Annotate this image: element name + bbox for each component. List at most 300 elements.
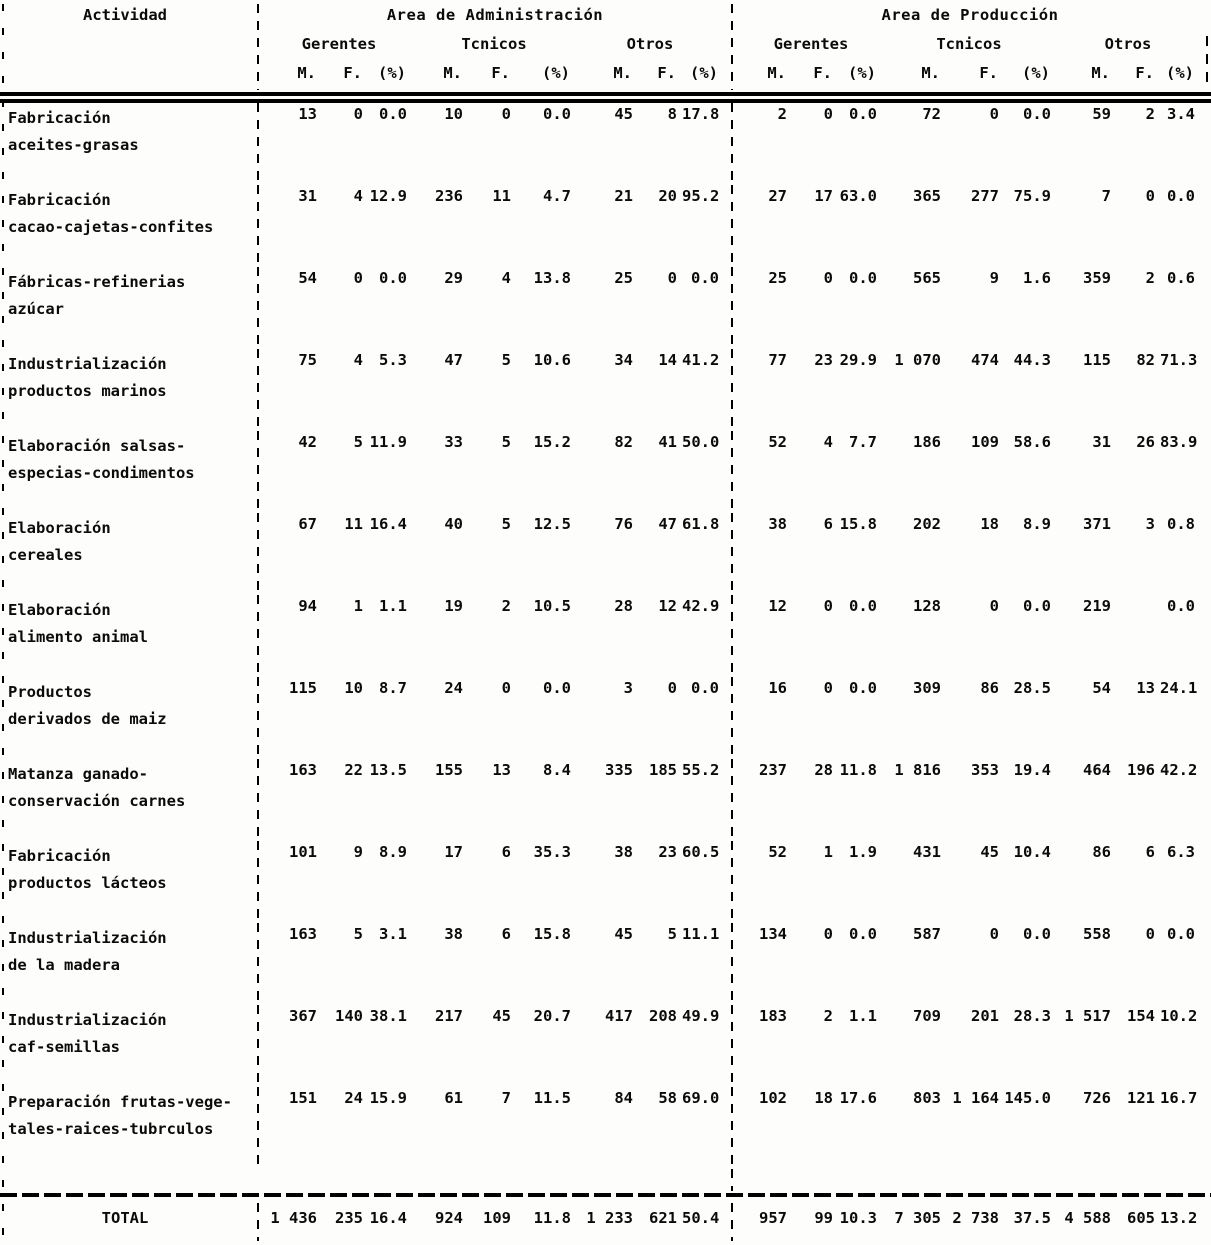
column-divider xyxy=(731,1203,733,1241)
prod-otros-pct: 13.2 xyxy=(1160,1209,1198,1227)
activity-name-line2: productos marinos xyxy=(8,382,167,400)
admin-otros-pct: 60.5 xyxy=(682,843,720,861)
prod-otros-m: 31 xyxy=(1092,433,1111,451)
table-row xyxy=(0,759,1206,841)
column-divider xyxy=(731,923,733,1005)
prod-tcnicos-m: 7 305 xyxy=(894,1209,941,1227)
activity-name-line2: alimento animal xyxy=(8,628,148,646)
admin-tcnicos-pct: 35.3 xyxy=(533,843,571,861)
prod-otros-pct: 0.0 xyxy=(1167,187,1195,205)
prod-otros-pct: 0.6 xyxy=(1167,269,1195,287)
activity-name xyxy=(0,431,250,513)
subheader-m: M. xyxy=(1091,64,1110,82)
admin-otros-f: 0 xyxy=(667,269,677,287)
admin-gerentes-f: 5 xyxy=(353,925,363,943)
prod-tcnicos-f: 474 xyxy=(971,351,999,369)
admin-otros-f: 185 xyxy=(649,761,677,779)
admin-tcnicos-m: 38 xyxy=(444,925,463,943)
activity-name-line2: cereales xyxy=(8,546,83,564)
admin-gerentes-pct: 12.9 xyxy=(369,187,407,205)
activity-name-line1: Fábricas-refinerias xyxy=(8,273,186,291)
column-divider xyxy=(731,677,733,759)
admin-otros-m: 21 xyxy=(614,187,633,205)
prod-gerentes-pct: 10.3 xyxy=(839,1209,877,1227)
activity-name xyxy=(0,759,250,841)
column-divider xyxy=(731,513,733,595)
activity-name xyxy=(0,103,250,185)
admin-otros-f: 41 xyxy=(658,433,677,451)
prod-tcnicos-pct: 37.5 xyxy=(1013,1209,1051,1227)
prod-gerentes-f: 6 xyxy=(823,515,833,533)
column-divider xyxy=(257,841,259,923)
prod-otros-f: 82 xyxy=(1136,351,1155,369)
prod-tcnicos-f: 0 xyxy=(989,597,999,615)
subheader-f: F. xyxy=(491,64,510,82)
prod-tcnicos-f: 109 xyxy=(971,433,999,451)
prod-gerentes-pct: 63.0 xyxy=(839,187,877,205)
admin-otros-m: 335 xyxy=(605,761,633,779)
prod-tcnicos-m: 709 xyxy=(913,1007,941,1025)
admin-tcnicos-f: 5 xyxy=(501,515,511,533)
prod-tcnicos-f: 0 xyxy=(989,105,999,123)
prod-tcnicos-pct: 58.6 xyxy=(1013,433,1051,451)
prod-gerentes-m: 183 xyxy=(759,1007,787,1025)
activity-name-line1: Industrialización xyxy=(8,355,167,373)
admin-gerentes-pct: 8.9 xyxy=(379,843,407,861)
activity-name-line1: Fabricación xyxy=(8,847,111,865)
column-divider xyxy=(257,595,259,677)
prod-gerentes-f: 18 xyxy=(814,1089,833,1107)
header-prod-tcnicos: Tcnicos xyxy=(936,35,1002,53)
column-divider xyxy=(731,759,733,841)
subheader-pct: (%) xyxy=(1022,64,1050,82)
admin-tcnicos-m: 33 xyxy=(444,433,463,451)
prod-tcnicos-f: 201 xyxy=(971,1007,999,1025)
prod-otros-m: 558 xyxy=(1083,925,1111,943)
header-admin-otros: Otros xyxy=(626,35,674,53)
subheader-m: M. xyxy=(443,64,462,82)
prod-otros-m: 59 xyxy=(1092,105,1111,123)
prod-otros-pct: 3.4 xyxy=(1167,105,1195,123)
prod-tcnicos-pct: 75.9 xyxy=(1013,187,1051,205)
prod-tcnicos-pct: 0.0 xyxy=(1023,925,1051,943)
admin-tcnicos-pct: 13.8 xyxy=(533,269,571,287)
admin-gerentes-pct: 38.1 xyxy=(369,1007,407,1025)
header-double-rule xyxy=(0,92,1211,103)
activity-name xyxy=(0,1087,250,1169)
activity-name xyxy=(0,1005,250,1087)
admin-gerentes-f: 235 xyxy=(335,1209,363,1227)
admin-otros-f: 47 xyxy=(658,515,677,533)
admin-tcnicos-f: 45 xyxy=(492,1007,511,1025)
column-divider xyxy=(257,431,259,513)
admin-tcnicos-pct: 8.4 xyxy=(543,761,571,779)
admin-tcnicos-f: 4 xyxy=(501,269,511,287)
admin-gerentes-pct: 13.5 xyxy=(369,761,407,779)
prod-tcnicos-m: 1 070 xyxy=(894,351,941,369)
prod-tcnicos-m: 431 xyxy=(913,843,941,861)
prod-tcnicos-f: 18 xyxy=(980,515,999,533)
prod-gerentes-pct: 17.6 xyxy=(839,1089,877,1107)
prod-gerentes-pct: 15.8 xyxy=(839,515,877,533)
admin-gerentes-f: 4 xyxy=(353,351,363,369)
header-prod-gerentes: Gerentes xyxy=(773,35,849,53)
admin-otros-pct: 41.2 xyxy=(682,351,720,369)
admin-gerentes-f: 0 xyxy=(353,105,363,123)
column-divider xyxy=(731,103,733,185)
prod-gerentes-m: 25 xyxy=(768,269,787,287)
admin-otros-pct: 50.0 xyxy=(682,433,720,451)
activity-name-line1: Preparación frutas-vege- xyxy=(8,1093,232,1111)
admin-gerentes-pct: 11.9 xyxy=(369,433,407,451)
admin-tcnicos-m: 24 xyxy=(444,679,463,697)
admin-tcnicos-f: 7 xyxy=(501,1089,511,1107)
activity-name-line2: caf-semillas xyxy=(8,1038,120,1056)
prod-otros-pct: 0.0 xyxy=(1167,597,1195,615)
prod-otros-pct: 71.3 xyxy=(1160,351,1198,369)
table-row xyxy=(0,431,1206,513)
prod-tcnicos-f: 9 xyxy=(989,269,999,287)
admin-otros-pct: 17.8 xyxy=(682,105,720,123)
activity-name-line2: productos lácteos xyxy=(8,874,167,892)
admin-otros-f: 0 xyxy=(667,679,677,697)
header-admin-tcnicos: Tcnicos xyxy=(461,35,527,53)
admin-tcnicos-pct: 10.6 xyxy=(533,351,571,369)
admin-tcnicos-m: 236 xyxy=(435,187,463,205)
admin-gerentes-m: 54 xyxy=(298,269,317,287)
admin-gerentes-pct: 15.9 xyxy=(369,1089,407,1107)
admin-tcnicos-m: 47 xyxy=(444,351,463,369)
prod-otros-m: 54 xyxy=(1092,679,1111,697)
admin-tcnicos-m: 155 xyxy=(435,761,463,779)
column-divider xyxy=(257,267,259,349)
admin-gerentes-m: 151 xyxy=(289,1089,317,1107)
admin-gerentes-pct: 0.0 xyxy=(379,105,407,123)
admin-otros-m: 38 xyxy=(614,843,633,861)
activity-name xyxy=(0,677,250,759)
admin-otros-m: 84 xyxy=(614,1089,633,1107)
admin-tcnicos-m: 19 xyxy=(444,597,463,615)
prod-tcnicos-pct: 19.4 xyxy=(1013,761,1051,779)
prod-otros-f: 121 xyxy=(1127,1089,1155,1107)
admin-tcnicos-pct: 0.0 xyxy=(543,105,571,123)
column-divider xyxy=(257,1087,259,1169)
column-divider xyxy=(257,923,259,1005)
admin-gerentes-f: 24 xyxy=(344,1089,363,1107)
activity-name-line1: Matanza ganado- xyxy=(8,765,148,783)
prod-gerentes-m: 52 xyxy=(768,843,787,861)
admin-gerentes-m: 1 436 xyxy=(270,1209,317,1227)
prod-gerentes-f: 4 xyxy=(823,433,833,451)
admin-otros-f: 5 xyxy=(667,925,677,943)
admin-tcnicos-f: 109 xyxy=(483,1209,511,1227)
total-label: TOTAL xyxy=(101,1209,149,1227)
column-divider xyxy=(257,185,259,267)
admin-tcnicos-m: 61 xyxy=(444,1089,463,1107)
prod-otros-m: 464 xyxy=(1083,761,1111,779)
prod-otros-m: 219 xyxy=(1083,597,1111,615)
subheader-pct: (%) xyxy=(1166,64,1194,82)
activity-name-line2: cacao-cajetas-confites xyxy=(8,218,214,236)
subheader-f: F. xyxy=(813,64,832,82)
admin-gerentes-m: 163 xyxy=(289,925,317,943)
admin-tcnicos-f: 13 xyxy=(492,761,511,779)
activity-name-line2: aceites-grasas xyxy=(8,136,139,154)
prod-tcnicos-m: 128 xyxy=(913,597,941,615)
column-divider xyxy=(257,103,259,185)
admin-otros-pct: 0.0 xyxy=(691,269,719,287)
column-divider xyxy=(257,513,259,595)
admin-gerentes-f: 4 xyxy=(353,187,363,205)
admin-tcnicos-pct: 20.7 xyxy=(533,1007,571,1025)
activity-name-line1: Industrialización xyxy=(8,1011,167,1029)
admin-otros-m: 1 233 xyxy=(586,1209,633,1227)
prod-otros-m: 371 xyxy=(1083,515,1111,533)
admin-gerentes-f: 140 xyxy=(335,1007,363,1025)
admin-otros-m: 45 xyxy=(614,105,633,123)
subheader-f: F. xyxy=(343,64,362,82)
prod-otros-f: 26 xyxy=(1136,433,1155,451)
admin-otros-f: 8 xyxy=(667,105,677,123)
prod-gerentes-pct: 0.0 xyxy=(849,597,877,615)
activity-name xyxy=(0,185,250,267)
prod-gerentes-f: 0 xyxy=(823,105,833,123)
activity-name-line2: de la madera xyxy=(8,956,120,974)
prod-gerentes-f: 99 xyxy=(814,1209,833,1227)
prod-tcnicos-pct: 0.0 xyxy=(1023,597,1051,615)
admin-gerentes-pct: 16.4 xyxy=(369,1209,407,1227)
admin-gerentes-f: 0 xyxy=(353,269,363,287)
admin-tcnicos-f: 6 xyxy=(501,843,511,861)
admin-tcnicos-m: 924 xyxy=(435,1209,463,1227)
prod-gerentes-pct: 0.0 xyxy=(849,679,877,697)
admin-tcnicos-m: 29 xyxy=(444,269,463,287)
column-divider xyxy=(257,759,259,841)
prod-otros-pct: 10.2 xyxy=(1160,1007,1198,1025)
subheader-m: M. xyxy=(921,64,940,82)
prod-tcnicos-m: 186 xyxy=(913,433,941,451)
prod-tcnicos-pct: 10.4 xyxy=(1013,843,1051,861)
prod-gerentes-m: 27 xyxy=(768,187,787,205)
prod-otros-m: 7 xyxy=(1101,187,1111,205)
column-divider xyxy=(257,4,259,90)
prod-tcnicos-f: 86 xyxy=(980,679,999,697)
table-row xyxy=(0,1203,1206,1241)
table-row xyxy=(0,1005,1206,1087)
subheader-pct: (%) xyxy=(690,64,718,82)
prod-tcnicos-m: 1 816 xyxy=(894,761,941,779)
column-divider xyxy=(731,1087,733,1169)
prod-otros-pct: 0.8 xyxy=(1167,515,1195,533)
prod-gerentes-f: 0 xyxy=(823,269,833,287)
admin-gerentes-pct: 3.1 xyxy=(379,925,407,943)
admin-gerentes-m: 163 xyxy=(289,761,317,779)
prod-tcnicos-m: 365 xyxy=(913,187,941,205)
prod-otros-f: 6 xyxy=(1145,843,1155,861)
table-body xyxy=(0,103,1211,1169)
admin-gerentes-m: 115 xyxy=(289,679,317,697)
prod-tcnicos-m: 72 xyxy=(922,105,941,123)
subheader-m: M. xyxy=(613,64,632,82)
admin-gerentes-m: 42 xyxy=(298,433,317,451)
prod-gerentes-m: 957 xyxy=(759,1209,787,1227)
admin-otros-f: 58 xyxy=(658,1089,677,1107)
subheader-m: M. xyxy=(767,64,786,82)
admin-gerentes-pct: 8.7 xyxy=(379,679,407,697)
prod-gerentes-m: 77 xyxy=(768,351,787,369)
admin-tcnicos-f: 5 xyxy=(501,433,511,451)
column-divider xyxy=(731,185,733,267)
table-row xyxy=(0,595,1206,677)
admin-otros-m: 34 xyxy=(614,351,633,369)
subheader-f: F. xyxy=(1135,64,1154,82)
admin-otros-pct: 55.2 xyxy=(682,761,720,779)
admin-tcnicos-pct: 15.2 xyxy=(533,433,571,451)
prod-gerentes-f: 17 xyxy=(814,187,833,205)
admin-gerentes-m: 367 xyxy=(289,1007,317,1025)
admin-tcnicos-pct: 0.0 xyxy=(543,679,571,697)
column-divider xyxy=(731,1005,733,1087)
table-row xyxy=(0,1087,1206,1169)
admin-gerentes-f: 5 xyxy=(353,433,363,451)
admin-tcnicos-pct: 11.5 xyxy=(533,1089,571,1107)
prod-tcnicos-m: 202 xyxy=(913,515,941,533)
prod-gerentes-pct: 1.9 xyxy=(849,843,877,861)
admin-gerentes-f: 10 xyxy=(344,679,363,697)
admin-otros-pct: 50.4 xyxy=(682,1209,720,1227)
prod-tcnicos-f: 0 xyxy=(989,925,999,943)
prod-tcnicos-f: 2 738 xyxy=(952,1209,999,1227)
admin-otros-pct: 42.9 xyxy=(682,597,720,615)
prod-tcnicos-m: 803 xyxy=(913,1089,941,1107)
column-divider xyxy=(257,1203,259,1241)
admin-tcnicos-f: 11 xyxy=(492,187,511,205)
activity-name-line2: especias-condimentos xyxy=(8,464,195,482)
admin-gerentes-f: 1 xyxy=(353,597,363,615)
prod-gerentes-pct: 29.9 xyxy=(839,351,877,369)
prod-gerentes-f: 2 xyxy=(823,1007,833,1025)
activity-name-line1: Elaboración xyxy=(8,519,111,537)
prod-otros-f: 2 xyxy=(1145,269,1155,287)
prod-gerentes-m: 237 xyxy=(759,761,787,779)
admin-otros-m: 25 xyxy=(614,269,633,287)
table-row xyxy=(0,513,1206,595)
prod-gerentes-m: 16 xyxy=(768,679,787,697)
admin-otros-f: 208 xyxy=(649,1007,677,1025)
admin-tcnicos-pct: 12.5 xyxy=(533,515,571,533)
admin-gerentes-m: 13 xyxy=(298,105,317,123)
activity-name-line1: Industrialización xyxy=(8,929,167,947)
prod-gerentes-pct: 0.0 xyxy=(849,925,877,943)
admin-tcnicos-m: 10 xyxy=(444,105,463,123)
total-dashed-rule xyxy=(0,1193,1211,1197)
prod-otros-m: 115 xyxy=(1083,351,1111,369)
admin-tcnicos-f: 0 xyxy=(501,679,511,697)
activity-name-line2: tales-raices-tubrculos xyxy=(8,1120,214,1138)
admin-tcnicos-pct: 10.5 xyxy=(533,597,571,615)
activity-name xyxy=(0,595,250,677)
column-divider xyxy=(731,595,733,677)
table-row xyxy=(0,103,1206,185)
admin-otros-m: 3 xyxy=(623,679,633,697)
subheader-pct: (%) xyxy=(378,64,406,82)
activity-name-line1: Elaboración xyxy=(8,601,111,619)
prod-gerentes-m: 102 xyxy=(759,1089,787,1107)
prod-gerentes-m: 52 xyxy=(768,433,787,451)
header-prod-otros: Otros xyxy=(1104,35,1152,53)
activity-name-line2: conservación carnes xyxy=(8,792,186,810)
prod-otros-pct: 16.7 xyxy=(1160,1089,1198,1107)
table-row xyxy=(0,923,1206,1005)
admin-tcnicos-m: 217 xyxy=(435,1007,463,1025)
admin-tcnicos-pct: 15.8 xyxy=(533,925,571,943)
prod-gerentes-m: 2 xyxy=(777,105,787,123)
prod-gerentes-pct: 0.0 xyxy=(849,105,877,123)
prod-otros-f xyxy=(1116,595,1160,677)
admin-tcnicos-f: 2 xyxy=(501,597,511,615)
prod-otros-m: 4 588 xyxy=(1064,1209,1111,1227)
prod-tcnicos-pct: 1.6 xyxy=(1023,269,1051,287)
column-divider xyxy=(257,349,259,431)
admin-tcnicos-f: 6 xyxy=(501,925,511,943)
admin-gerentes-m: 67 xyxy=(298,515,317,533)
prod-otros-m: 726 xyxy=(1083,1089,1111,1107)
table-header xyxy=(0,0,1211,90)
admin-gerentes-m: 94 xyxy=(298,597,317,615)
admin-tcnicos-f: 0 xyxy=(501,105,511,123)
header-area-administracion: Area de Administración xyxy=(386,6,604,24)
prod-tcnicos-m: 309 xyxy=(913,679,941,697)
prod-tcnicos-m: 565 xyxy=(913,269,941,287)
admin-gerentes-f: 9 xyxy=(353,843,363,861)
subheader-m: M. xyxy=(297,64,316,82)
table-row xyxy=(0,349,1206,431)
admin-otros-m: 82 xyxy=(614,433,633,451)
admin-otros-f: 23 xyxy=(658,843,677,861)
admin-otros-m: 45 xyxy=(614,925,633,943)
prod-otros-pct: 0.0 xyxy=(1167,925,1195,943)
prod-tcnicos-pct: 145.0 xyxy=(1004,1089,1051,1107)
admin-otros-m: 417 xyxy=(605,1007,633,1025)
subheader-pct: (%) xyxy=(848,64,876,82)
prod-otros-f: 13 xyxy=(1136,679,1155,697)
admin-tcnicos-m: 40 xyxy=(444,515,463,533)
prod-otros-f: 605 xyxy=(1127,1209,1155,1227)
admin-otros-pct: 49.9 xyxy=(682,1007,720,1025)
admin-otros-pct: 61.8 xyxy=(682,515,720,533)
activity-name-line1: Fabricación xyxy=(8,109,111,127)
prod-otros-pct: 42.2 xyxy=(1160,761,1198,779)
prod-gerentes-f: 0 xyxy=(823,597,833,615)
prod-otros-f: 196 xyxy=(1127,761,1155,779)
pre-total-gap xyxy=(0,1169,1206,1191)
subheader-pct: (%) xyxy=(542,64,570,82)
admin-otros-f: 20 xyxy=(658,187,677,205)
subheader-f: F. xyxy=(979,64,998,82)
admin-gerentes-m: 31 xyxy=(298,187,317,205)
prod-otros-pct: 83.9 xyxy=(1160,433,1198,451)
activity-name-line1: Productos xyxy=(8,683,92,701)
prod-otros-f: 154 xyxy=(1127,1007,1155,1025)
admin-otros-m: 28 xyxy=(614,597,633,615)
prod-gerentes-m: 38 xyxy=(768,515,787,533)
activity-name-line2: azúcar xyxy=(8,300,64,318)
prod-tcnicos-pct: 44.3 xyxy=(1013,351,1051,369)
admin-tcnicos-f: 5 xyxy=(501,351,511,369)
admin-gerentes-pct: 5.3 xyxy=(379,351,407,369)
activity-name xyxy=(0,513,250,595)
prod-tcnicos-pct: 0.0 xyxy=(1023,105,1051,123)
